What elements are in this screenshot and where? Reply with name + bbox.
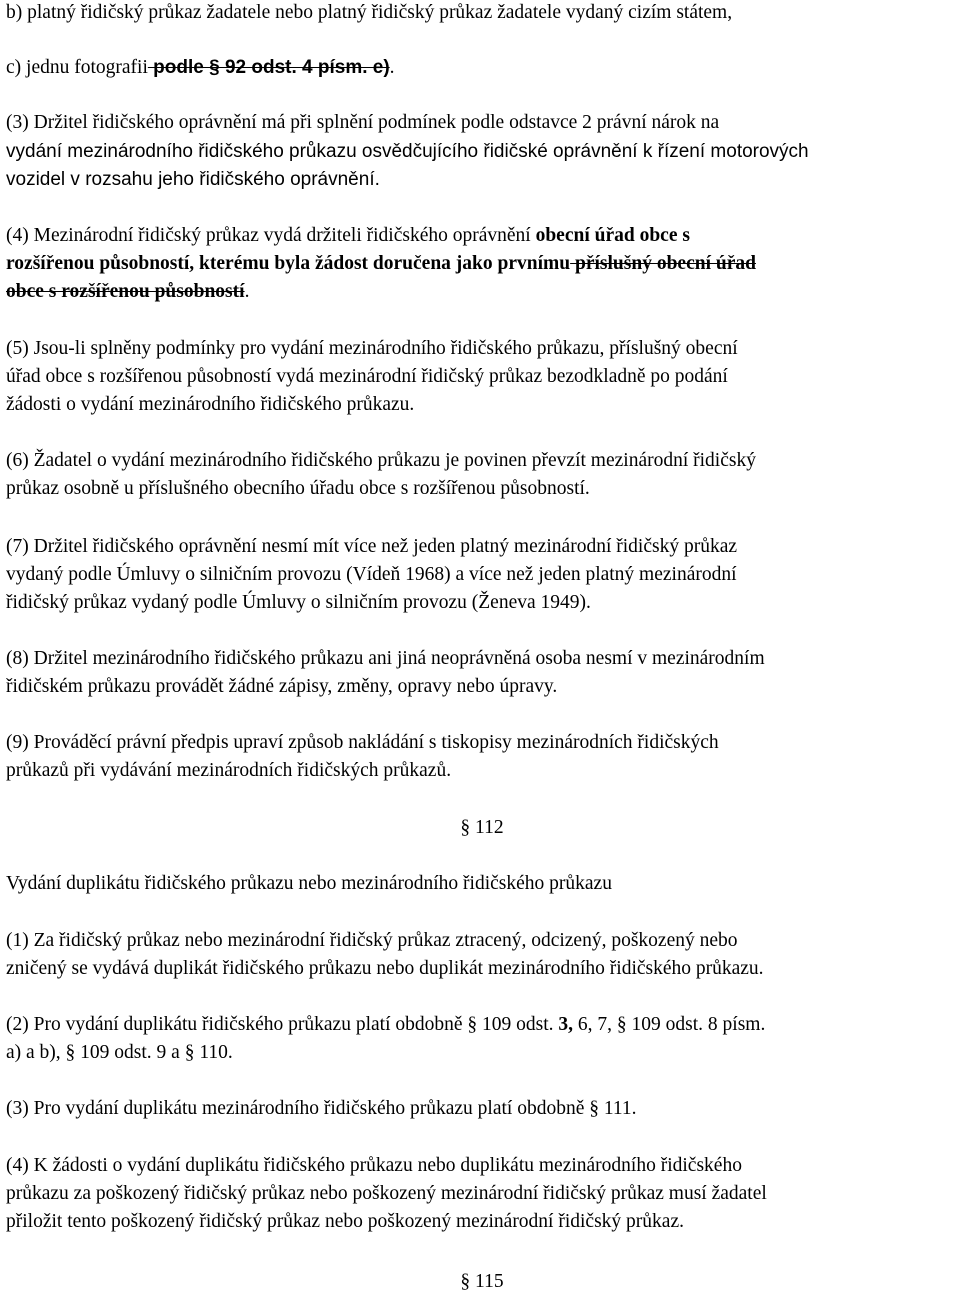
line <box>6 647 765 671</box>
line <box>6 759 451 783</box>
text: vydání mezinárodního řidičského průkazu osvědčujícího řidičské oprávnění k řízení motorových <box>6 141 809 162</box>
text: (9) Prováděcí právní předpis upraví způsob nakládání s tiskopisy mezinárodních řidičských <box>6 732 719 753</box>
line <box>6 140 809 164</box>
line <box>6 563 737 587</box>
line <box>6 252 756 276</box>
inserted-text: 3, <box>558 1014 574 1035</box>
section-number-115 <box>6 1270 958 1294</box>
paragraph-112-3 <box>6 1097 637 1121</box>
line <box>6 1041 233 1065</box>
text: a) a b), § 109 odst. 9 a § 110. <box>6 1042 233 1063</box>
line <box>6 1210 684 1234</box>
line <box>6 1154 742 1178</box>
text: řidičský průkaz vydaný podle Úmluvy o silničním provozu (Ženeva 1949). <box>6 592 591 613</box>
line <box>6 1013 765 1037</box>
text: průkazů při vydávání mezinárodních řidičských průkazů. <box>6 760 452 781</box>
section-number-112 <box>6 816 958 840</box>
line-b <box>6 1 732 25</box>
line <box>6 168 380 192</box>
text: (4) Mezinárodní řidičský průkaz vydá držiteli řidičského oprávnění <box>6 225 536 246</box>
text: (3) Pro vydání duplikátu mezinárodního řidičského průkazu platí obdobně § 111. <box>6 1098 637 1119</box>
text: . <box>244 281 250 302</box>
line <box>6 365 728 389</box>
line <box>6 929 738 953</box>
text: žádosti o vydání mezinárodního řidičského průkazu. <box>6 394 415 415</box>
text: (1) Za řidičský průkaz nebo mezinárodní řidičský průkaz ztracený, odcizený, poškozený nebo <box>6 930 738 951</box>
text: zničený se vydává duplikát řidičského průkazu nebo duplikát mezinárodního řidičského průkazu. <box>6 958 764 979</box>
text: (8) Držitel mezinárodního řidičského průkazu ani jiná neoprávněná osoba nesmí v mezinárodním <box>6 648 765 669</box>
text: 6, 7, § 109 odst. 8 písm. <box>573 1014 766 1035</box>
line <box>6 449 756 473</box>
text: průkazu za poškozený řidičský průkaz nebo poškozený mezinárodní řidičský průkaz musí žadatel <box>6 1183 767 1204</box>
text: b) platný řidičský průkaz žadatele nebo platný řidičský průkaz žadatele vydaný cizím státem, <box>6 2 733 23</box>
text: (2) Pro vydání duplikátu řidičského průkazu platí obdobně § 109 odst. <box>6 1014 559 1035</box>
text: § 115 <box>460 1271 504 1292</box>
text: Vydání duplikátu řidičského průkazu nebo mezinárodního řidičského průkazu <box>6 873 612 894</box>
text: (3) Držitel řidičského oprávnění má při splnění podmínek podle odstavce 2 právní nárok na <box>6 112 720 133</box>
inserted-text: rozšířenou působností, kterému byla žádost doručena jako prvnímu <box>6 253 571 274</box>
text: průkaz osobně u příslušného obecního úřadu obce s rozšířenou působností. <box>6 478 590 499</box>
line <box>6 731 719 755</box>
deleted-text: obce s rozšířenou působností <box>6 281 245 302</box>
text: § 112 <box>460 817 504 838</box>
line <box>6 591 591 615</box>
line <box>6 393 414 417</box>
line <box>6 280 249 304</box>
text: řidičském průkazu provádět žádné zápisy, změny, opravy nebo úpravy. <box>6 676 558 697</box>
line <box>6 224 690 248</box>
line <box>6 337 738 361</box>
line <box>6 675 557 699</box>
text: . <box>389 57 395 78</box>
text: (6) Žadatel o vydání mezinárodního řidičského průkazu je povinen převzít mezinárodní řidičský <box>6 450 756 471</box>
text: c) jednu fotografii <box>6 57 148 78</box>
deleted-text: podle § 92 odst. 4 písm. e) <box>147 57 390 78</box>
line <box>6 957 764 981</box>
inserted-text: obecní úřad obce s <box>535 225 690 246</box>
text: (4) K žádosti o vydání duplikátu řidičského průkazu nebo duplikátu mezinárodního řidičského <box>6 1155 742 1176</box>
text: (7) Držitel řidičského oprávnění nesmí mít více než jeden platný mezinárodní řidičský průkaz <box>6 536 738 557</box>
line <box>6 477 590 501</box>
text: vozidel v rozsahu jeho řidičského oprávnění. <box>6 169 380 190</box>
line <box>6 111 719 135</box>
line <box>6 1182 767 1206</box>
section-heading <box>6 872 612 896</box>
text: vydaný podle Úmluvy o silničním provozu (Vídeň 1968) a více než jeden platný mezinárodní <box>6 564 737 585</box>
text: přiložit tento poškozený řidičský průkaz nebo poškozený mezinárodní řidičský průkaz. <box>6 1211 684 1232</box>
line-c <box>6 56 395 80</box>
text: úřad obce s rozšířenou působností vydá mezinárodní řidičský průkaz bezodkladně po podání <box>6 366 728 387</box>
line <box>6 535 737 559</box>
deleted-text: příslušný obecní úřad <box>570 253 756 274</box>
text: (5) Jsou-li splněny podmínky pro vydání mezinárodního řidičského průkazu, příslušný obecní <box>6 338 738 359</box>
